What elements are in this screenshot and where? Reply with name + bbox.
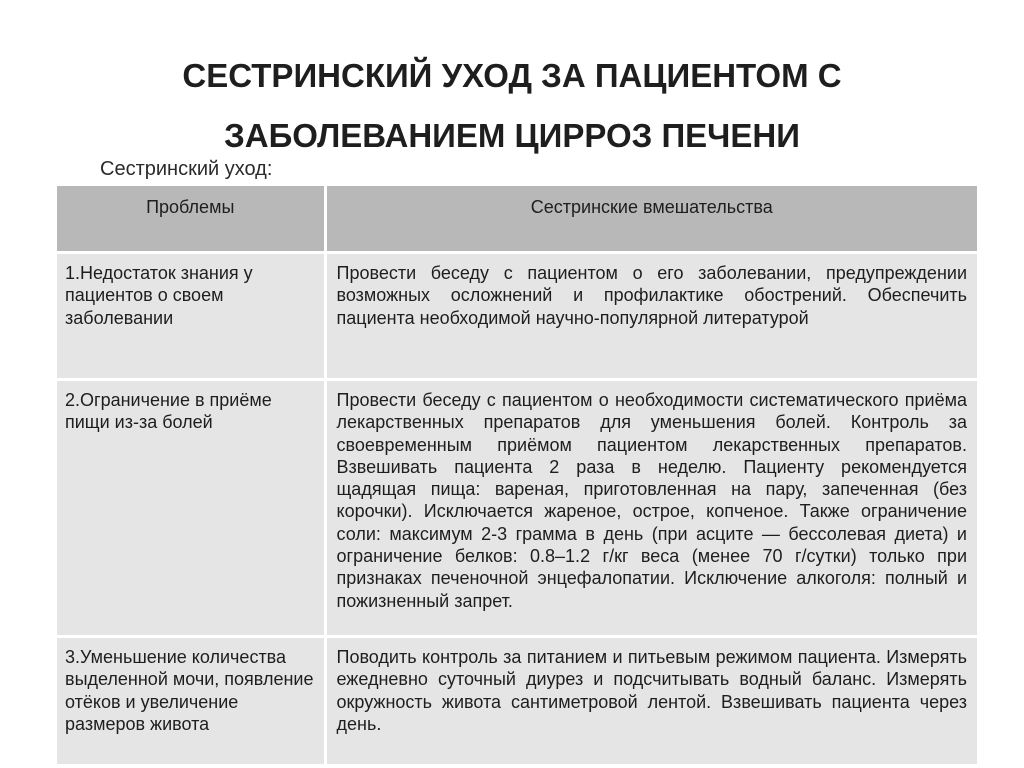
problem-cell: 2.Ограничение в приёме пищи из-за болей: [57, 380, 325, 637]
problem-cell: 1.Недостаток знания у пациентов о своем заболевании: [57, 253, 325, 380]
intervention-cell: Провести беседу с пациентом о его заболевании, предупреждении возможных осложнений и профилактике обострений. Обеспечить пациента необходимой научно-популярной литературой: [325, 253, 977, 380]
intervention-cell: Поводить контроль за питанием и питьевым режимом пациента. Измерять ежедневно суточный диурез и подсчитывать водный баланс. Измерять окружность живота сантиметровой лентой. Взвешивать пациента через день.: [325, 637, 977, 766]
table-row: [57, 253, 977, 380]
table-row: [57, 380, 977, 637]
slide-title: [0, 46, 1024, 166]
slide-title-line-2: ЗАБОЛЕВАНИЕМ ЦИРРОЗ ПЕЧЕНИ: [224, 117, 800, 154]
section-subtitle: Сестринский уход:: [100, 158, 273, 180]
header-interventions: Сестринские вмешательства: [325, 186, 977, 253]
nursing-care-table: [57, 186, 977, 767]
table-header-row: [57, 186, 977, 253]
header-problems: Проблемы: [57, 186, 325, 253]
intervention-cell: Провести беседу с пациентом о необходимости систематического приёма лекарственных препаратов для уменьшения болей. Контроль за своевременным приёмом пациентом лекарственных препаратов. Взвешивать пациента 2 раза в неделю. Пациенту рекомендуется щадящая пища: вареная, приготовленная на пару, запеченная (без корочки). Исключается жареное, острое, копченое. Также ограничение соли: максимум 2-3 грамма в день (при асците — бессолевая диета) и ограничение белков: 0.8–1.2 г/кг веса (менее 70 г/сутки) только при признаках печеночной энцефалопатии. Исключение алкоголя: полный и пожизненный запрет.: [325, 380, 977, 637]
problem-cell: 3.Уменьшение количества выделенной мочи, появление отёков и увеличение размеров живота: [57, 637, 325, 766]
slide-title-line-1: СЕСТРИНСКИЙ УХОД ЗА ПАЦИЕНТОМ С: [182, 57, 842, 94]
table-row: [57, 637, 977, 766]
